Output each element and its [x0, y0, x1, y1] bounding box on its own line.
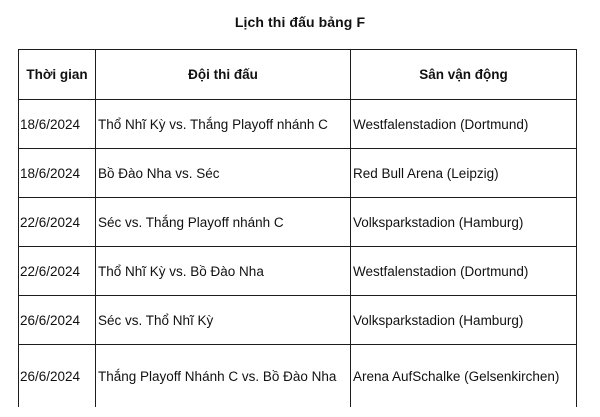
match-stadium: Westfalenstadion (Dortmund) — [351, 100, 577, 149]
match-teams: Séc vs. Thắng Playoff nhánh C — [96, 198, 351, 247]
match-teams: Bồ Đào Nha vs. Séc — [96, 149, 351, 198]
match-date: 26/6/2024 — [19, 296, 96, 345]
match-date: 18/6/2024 — [19, 149, 96, 198]
match-stadium: Volksparkstadion (Hamburg) — [351, 198, 577, 247]
table-row — [19, 100, 577, 149]
match-stadium: Volksparkstadion (Hamburg) — [351, 296, 577, 345]
header-row — [19, 50, 577, 100]
table-title: Lịch thi đấu bảng F — [234, 14, 366, 30]
column-header-stadium: Sân vận động — [351, 50, 577, 100]
column-header-teams: Đội thi đấu — [96, 50, 351, 100]
match-date: 18/6/2024 — [19, 100, 96, 149]
match-teams: Thổ Nhĩ Kỳ vs. Bồ Đào Nha — [96, 247, 351, 296]
table-row — [19, 149, 577, 198]
table-row — [19, 296, 577, 345]
match-stadium: Arena AufSchalke (Gelsenkirchen) — [351, 345, 577, 408]
table-row — [19, 198, 577, 247]
match-date: 26/6/2024 — [19, 345, 96, 408]
match-teams: Séc vs. Thổ Nhĩ Kỳ — [96, 296, 351, 345]
schedule-table — [18, 49, 577, 407]
table-row — [19, 345, 577, 408]
table-row — [19, 247, 577, 296]
match-stadium: Westfalenstadion (Dortmund) — [351, 247, 577, 296]
column-header-time: Thời gian — [19, 50, 96, 100]
match-date: 22/6/2024 — [19, 247, 96, 296]
match-date: 22/6/2024 — [19, 198, 96, 247]
match-stadium: Red Bull Arena (Leipzig) — [351, 149, 577, 198]
match-teams: Thổ Nhĩ Kỳ vs. Thắng Playoff nhánh C — [96, 100, 351, 149]
match-teams: Thắng Playoff Nhánh C vs. Bồ Đào Nha — [96, 345, 351, 408]
